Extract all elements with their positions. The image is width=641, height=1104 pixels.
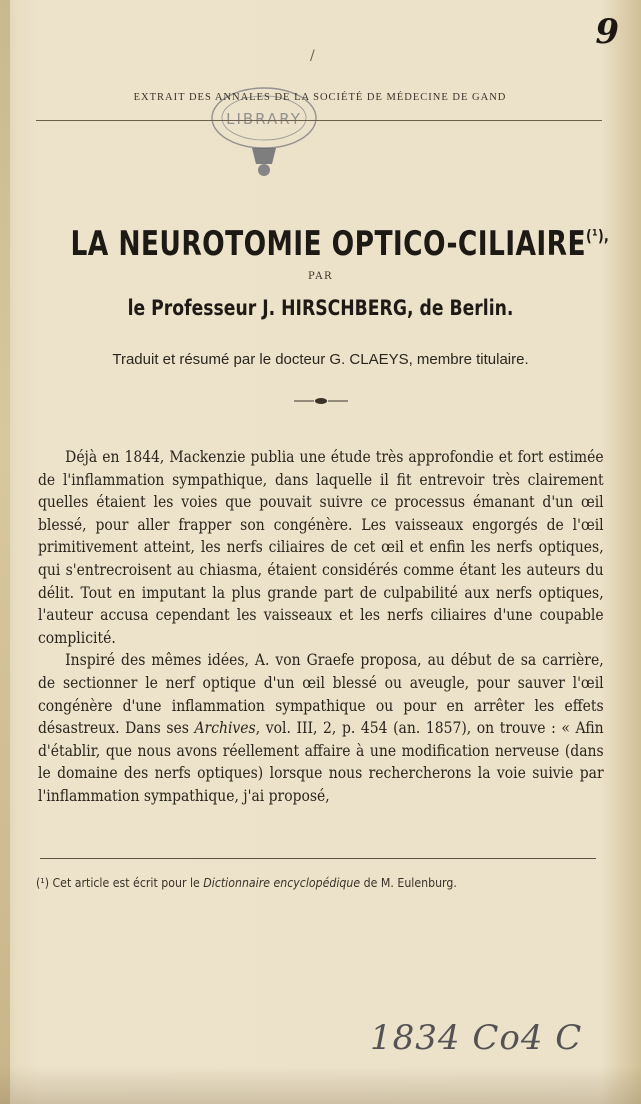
- footnote-start: Cet article est écrit pour le: [48, 875, 204, 890]
- paragraph-2-end: , vol. III, 2, p. 454 (an. 1857), on trouve : « Afin d'établir, que nous avons réellement affaire à une modification nerveuse (dans le domaine des nerfs optiques) lorsque nous rechercherons la voie suivie par l'inflammation sympathique, j'ai proposé,: [38, 719, 604, 805]
- title-text: LA NEUROTOMIE OPTICO-CILIAIRE: [70, 224, 587, 264]
- paragraph-1: Déjà en 1844, Mackenzie publia une étude très approfondie et fort estimée de l'inflammation sympathique, dans laquelle il fit entrevoir très clairement quelles étaient les voies que pouvait suivre ce processus émanant d'un œil blessé, pour aller frapper son congénère. Les vaisseaux engorgés de l'œil primitivement atteint, les nerfs ciliaires de cet œil et enfin les nerfs optiques, qui s'entrecroisent au chiasma, étaient considérés comme étant les auteurs du délit. Tout en imputant la plus grande part de culpabilité aux nerfs optiques, l'auteur accusa cependant les vaisseaux et les nerfs ciliaires d'une coupable complicité.: [38, 448, 604, 647]
- footnote-rule: [40, 858, 596, 859]
- article-title: [70, 224, 610, 264]
- page-edge: [0, 0, 10, 1104]
- journal-header: EXTRAIT DES ANNALES DE LA SOCIÉTÉ DE MÉDECINE DE GAND: [133, 92, 507, 103]
- header-rule: [36, 120, 602, 121]
- paragraph-2: [38, 649, 604, 807]
- paragraph-2-italic: Archives: [194, 719, 256, 738]
- title-footnote-marker: (¹),: [586, 226, 610, 245]
- byline-par: PAR: [307, 271, 334, 282]
- footnote-marker: (¹): [36, 875, 49, 890]
- ornament-divider-icon: [294, 396, 348, 406]
- article-body: [38, 446, 604, 808]
- footnote-end: de M. Eulenburg.: [360, 875, 457, 890]
- footnote: [36, 874, 599, 892]
- translator-line: Traduit et résumé par le docteur G. CLAEYS, membre titulaire.: [112, 351, 529, 368]
- pencil-mark: /: [310, 48, 315, 64]
- author-line: le Professeur J. HIRSCHBERG, de Berlin.: [127, 296, 514, 320]
- paragraph-2-start: Inspiré des mêmes idées, A. von Graefe proposa, au début de sa carrière, de sectionner le nerf optique d'un œil blessé ou aveugle, pour sauver l'œil congénère d'une inflammation sympathique ou pour en arrêter les effets désastreux. Dans ses: [38, 651, 604, 738]
- page-bottom-shadow: [0, 1066, 641, 1104]
- svg-text:LIBRARY: LIBRARY: [226, 110, 302, 128]
- footnote-italic: Dictionnaire encyclopédique: [203, 875, 361, 890]
- handwritten-page-mark: 9: [595, 12, 619, 52]
- handwritten-shelfmark: 1834 Co4 C: [370, 1018, 583, 1058]
